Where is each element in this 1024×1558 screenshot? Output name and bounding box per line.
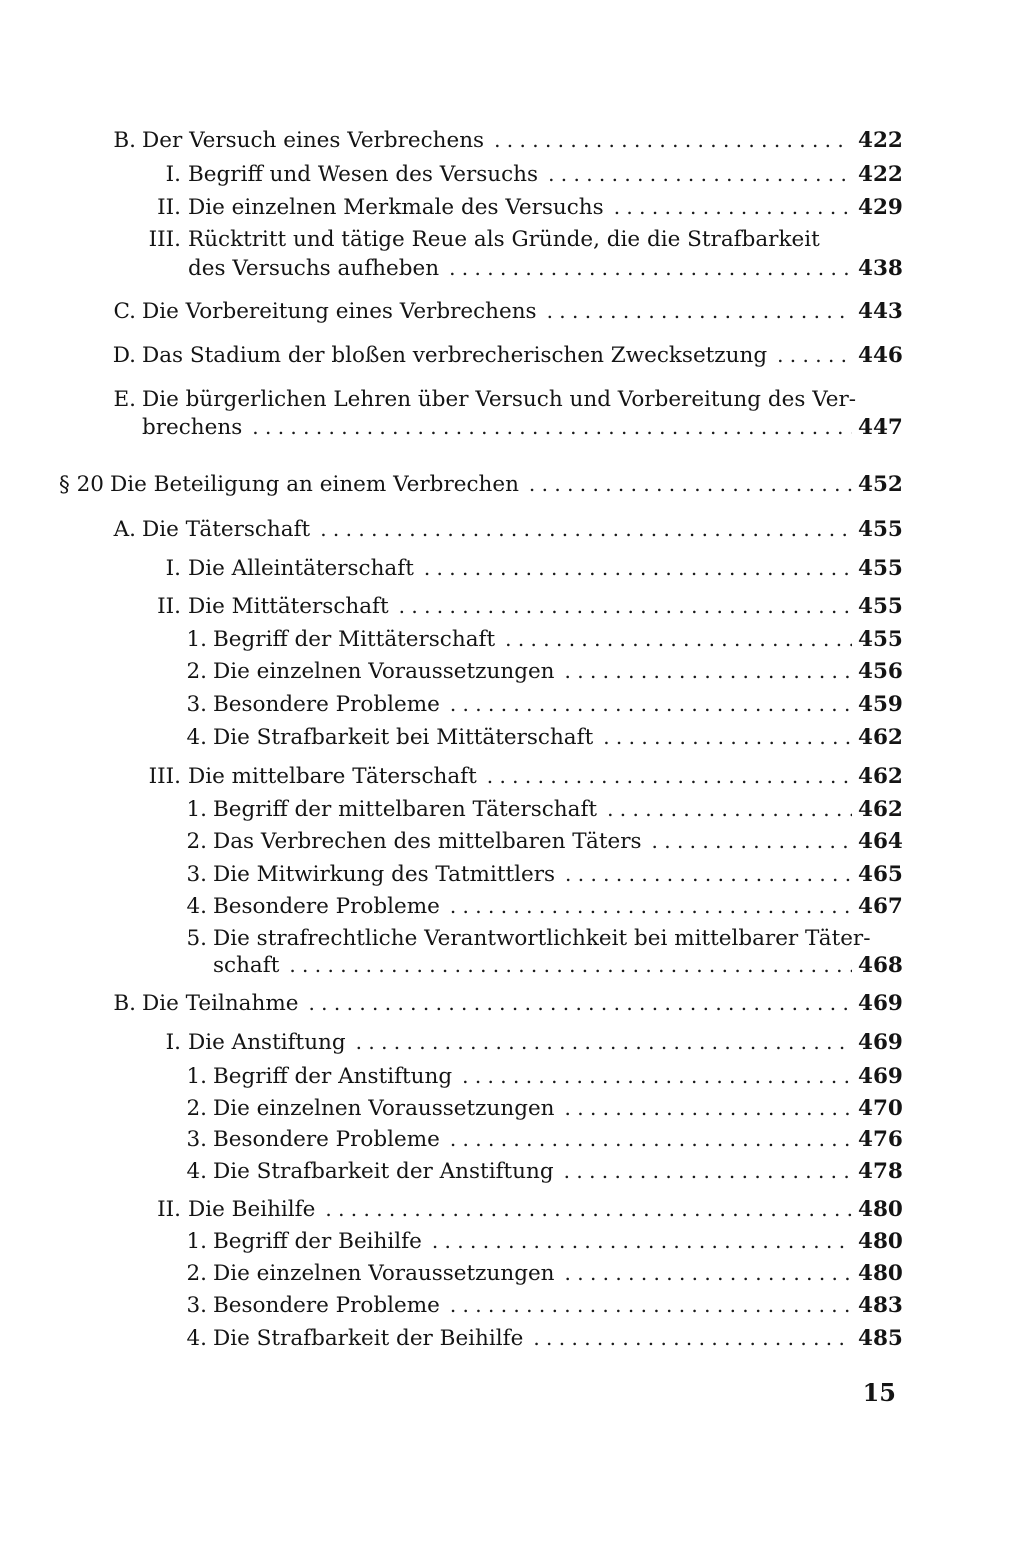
entry-title: Die Mitwirkung des Tatmittlers xyxy=(213,862,556,887)
entry-page: 483 xyxy=(858,1293,903,1318)
toc-entry xyxy=(0,989,902,1018)
entry-title: Begriff und Wesen des Versuchs xyxy=(188,162,539,187)
entry-title: Die Beteiligung an einem Verbrechen xyxy=(110,472,519,497)
dot-leader xyxy=(450,690,852,718)
entry-page: 462 xyxy=(858,797,903,822)
entry-page: 456 xyxy=(858,659,903,684)
entry-number: I. xyxy=(165,162,181,187)
dot-leader xyxy=(533,1324,852,1352)
toc-entry xyxy=(0,827,902,856)
entry-title: schaft xyxy=(213,953,280,978)
dot-leader xyxy=(399,592,852,620)
dot-leader xyxy=(450,892,852,920)
entry-title: Die einzelnen Voraussetzungen xyxy=(213,659,555,684)
toc-entry xyxy=(0,193,902,222)
entry-number: 3. xyxy=(186,862,207,887)
entry-page: 459 xyxy=(858,692,903,717)
entry-title: Die Alleintäterschaft xyxy=(188,556,414,581)
toc-entry xyxy=(0,762,902,791)
entry-page: 429 xyxy=(858,195,903,220)
entry-number: II. xyxy=(157,195,181,220)
entry-page: 455 xyxy=(858,556,903,581)
page-number: 15 xyxy=(862,1378,896,1407)
toc-entry-continuation xyxy=(0,254,902,283)
entry-number: B. xyxy=(113,128,136,153)
entry-title: Das Verbrechen des mittelbaren Täters xyxy=(213,829,642,854)
entry-number: 1. xyxy=(186,797,207,822)
toc-entry xyxy=(0,1125,902,1154)
entry-title: Die Strafbarkeit der Anstiftung xyxy=(213,1159,554,1184)
entry-title: Begriff der Beihilfe xyxy=(213,1229,422,1254)
entry-title: Die Teilnahme xyxy=(142,991,299,1016)
entry-number: 4. xyxy=(186,1159,207,1184)
entry-page: 469 xyxy=(858,1030,903,1055)
entry-number: § 20 xyxy=(59,472,104,497)
entry-number: B. xyxy=(113,991,136,1016)
entry-title: Begriff der Anstiftung xyxy=(213,1064,453,1089)
toc-entry xyxy=(0,1094,902,1123)
dot-leader xyxy=(462,1062,852,1090)
entry-page: 422 xyxy=(858,162,903,187)
entry-number: D. xyxy=(112,343,136,368)
dot-leader xyxy=(607,795,852,823)
toc-entry xyxy=(0,160,902,189)
entry-title: Der Versuch eines Verbrechens xyxy=(142,128,485,153)
entry-title: Die Vorbereitung eines Verbrechens xyxy=(142,299,537,324)
entry-page: 452 xyxy=(858,472,903,497)
toc-entry xyxy=(0,1028,902,1057)
entry-page: 447 xyxy=(858,415,903,440)
entry-number: 3. xyxy=(186,692,207,717)
entry-number: I. xyxy=(165,556,181,581)
entry-title: Die Täterschaft xyxy=(142,517,311,542)
entry-number: 2. xyxy=(186,1261,207,1286)
dot-leader xyxy=(505,625,852,653)
entry-page: 480 xyxy=(858,1197,903,1222)
entry-page: 467 xyxy=(858,894,903,919)
entry-number: 2. xyxy=(186,1096,207,1121)
toc-entry xyxy=(0,860,902,889)
dot-leader xyxy=(252,413,852,441)
dot-leader xyxy=(424,554,852,582)
entry-title: Die Strafbarkeit bei Mittäterschaft xyxy=(213,725,594,750)
dot-leader xyxy=(449,254,852,282)
dot-leader xyxy=(529,470,852,498)
entry-page: 443 xyxy=(858,299,903,324)
toc-entry xyxy=(0,554,902,583)
entry-title: Begriff der Mittäterschaft xyxy=(213,627,496,652)
entry-page: 455 xyxy=(858,517,903,542)
toc-entry xyxy=(0,1227,902,1256)
entry-title-line1: Die strafrechtliche Verantwortlichkeit bei mittelbarer Täter- xyxy=(213,926,871,951)
toc-entry xyxy=(0,1324,902,1353)
entry-title: des Versuchs aufheben xyxy=(188,256,440,281)
entry-page: 465 xyxy=(858,862,903,887)
entry-number: 2. xyxy=(186,829,207,854)
entry-number: 2. xyxy=(186,659,207,684)
entry-number: 1. xyxy=(186,627,207,652)
toc-entry xyxy=(0,1195,902,1224)
entry-number: II. xyxy=(157,1197,181,1222)
entry-title: Die Anstiftung xyxy=(188,1030,346,1055)
entry-title: Die einzelnen Merkmale des Versuchs xyxy=(188,195,604,220)
toc-entry xyxy=(0,1062,902,1091)
dot-leader xyxy=(614,193,852,221)
entry-page: 480 xyxy=(858,1261,903,1286)
toc-entry xyxy=(0,386,902,414)
toc-entry xyxy=(0,1259,902,1288)
dot-leader xyxy=(564,1157,852,1185)
entry-title: Das Stadium der bloßen verbrecherischen Zwecksetzung xyxy=(142,343,768,368)
entry-number: E. xyxy=(113,387,136,412)
entry-title: Besondere Probleme xyxy=(213,1127,440,1152)
dot-leader xyxy=(565,860,852,888)
toc-entry xyxy=(0,690,902,719)
entry-page: 476 xyxy=(858,1127,903,1152)
toc-entry xyxy=(0,723,902,752)
entry-title: Besondere Probleme xyxy=(213,692,440,717)
entry-title: Besondere Probleme xyxy=(213,1293,440,1318)
dot-leader xyxy=(320,515,852,543)
dot-leader xyxy=(450,1125,852,1153)
entry-number: A. xyxy=(113,517,136,542)
entry-page: 470 xyxy=(858,1096,903,1121)
entry-title: Die mittelbare Täterschaft xyxy=(188,764,477,789)
entry-title: Die einzelnen Voraussetzungen xyxy=(213,1261,555,1286)
dot-leader xyxy=(356,1028,852,1056)
dot-leader xyxy=(565,1094,852,1122)
entry-title: Die Mittäterschaft xyxy=(188,594,389,619)
entry-title: brechens xyxy=(142,415,243,440)
toc-entry xyxy=(0,795,902,824)
entry-title: Besondere Probleme xyxy=(213,894,440,919)
entry-title-line1: Die bürgerlichen Lehren über Versuch und Vorbereitung des Ver- xyxy=(142,387,857,412)
entry-number: I. xyxy=(165,1030,181,1055)
dot-leader xyxy=(547,297,852,325)
entry-number: 5. xyxy=(186,926,207,951)
dot-leader xyxy=(548,160,852,188)
entry-title: Begriff der mittelbaren Täterschaft xyxy=(213,797,598,822)
entry-title: Die Strafbarkeit der Beihilfe xyxy=(213,1326,524,1351)
entry-page: 485 xyxy=(858,1326,903,1351)
toc-entry xyxy=(0,892,902,921)
entry-page: 455 xyxy=(858,594,903,619)
dot-leader xyxy=(777,341,852,369)
entry-number: 4. xyxy=(186,725,207,750)
toc-entry xyxy=(0,470,902,499)
entry-page: 422 xyxy=(858,128,903,153)
dot-leader xyxy=(289,951,852,979)
toc-entry xyxy=(0,1291,902,1320)
entry-number: 3. xyxy=(186,1127,207,1152)
dot-leader xyxy=(565,1259,852,1287)
entry-page: 446 xyxy=(858,343,903,368)
dot-leader xyxy=(603,723,852,751)
entry-number: III. xyxy=(148,227,181,252)
entry-number: 4. xyxy=(186,1326,207,1351)
entry-number: II. xyxy=(157,594,181,619)
dot-leader xyxy=(450,1291,852,1319)
entry-title: Die einzelnen Voraussetzungen xyxy=(213,1096,555,1121)
toc-entry xyxy=(0,226,902,254)
entry-title: Die Beihilfe xyxy=(188,1197,316,1222)
entry-number: III. xyxy=(148,764,181,789)
entry-page: 469 xyxy=(858,991,903,1016)
entry-page: 469 xyxy=(858,1064,903,1089)
toc-entry xyxy=(0,625,902,654)
toc-entry-continuation xyxy=(0,951,902,980)
dot-leader xyxy=(652,827,852,855)
entry-page: 462 xyxy=(858,725,903,750)
dot-leader xyxy=(487,762,852,790)
toc-entry xyxy=(0,515,902,544)
dot-leader xyxy=(494,126,852,154)
entry-page: 464 xyxy=(858,829,903,854)
entry-page: 478 xyxy=(858,1159,903,1184)
dot-leader xyxy=(432,1227,852,1255)
entry-number: 1. xyxy=(186,1229,207,1254)
dot-leader xyxy=(308,989,852,1017)
toc-entry xyxy=(0,592,902,621)
toc-entry xyxy=(0,1157,902,1186)
toc-entry xyxy=(0,341,902,370)
toc-entry xyxy=(0,925,902,953)
entry-number: 4. xyxy=(186,894,207,919)
entry-page: 438 xyxy=(858,256,903,281)
dot-leader xyxy=(325,1195,852,1223)
toc-entry xyxy=(0,297,902,326)
toc-entry-continuation xyxy=(0,413,902,442)
entry-page: 468 xyxy=(858,953,903,978)
entry-number: C. xyxy=(113,299,136,324)
entry-page: 480 xyxy=(858,1229,903,1254)
entry-page: 455 xyxy=(858,627,903,652)
toc-entry xyxy=(0,657,902,686)
toc-entry xyxy=(0,126,902,155)
entry-number: 1. xyxy=(186,1064,207,1089)
entry-number: 3. xyxy=(186,1293,207,1318)
dot-leader xyxy=(565,657,852,685)
entry-title-line1: Rücktritt und tätige Reue als Gründe, die die Strafbarkeit xyxy=(188,227,820,252)
entry-page: 462 xyxy=(858,764,903,789)
